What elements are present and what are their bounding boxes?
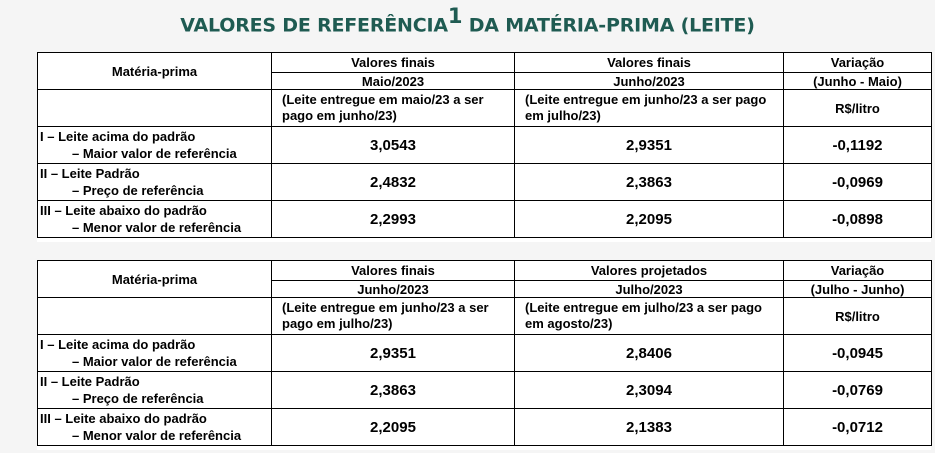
- table-row: [38, 335, 932, 372]
- variation-period: (Julho - Junho): [784, 281, 932, 298]
- row-label-line2: – Menor valor de referência: [72, 428, 242, 443]
- col1-note: (Leite entregue em maio/23 a ser pago em junho/23): [272, 90, 515, 127]
- value-col2: 2,2095: [515, 201, 784, 238]
- value-col1: 2,3863: [272, 372, 515, 409]
- empty-cell: [38, 90, 272, 127]
- value-col1: 2,4832: [272, 164, 515, 201]
- value-col2: 2,9351: [515, 127, 784, 164]
- col1-note: (Leite entregue em junho/23 a ser pago em julho/23): [272, 298, 515, 335]
- unit-label: R$/litro: [784, 298, 932, 335]
- col1-month: Junho/2023: [272, 281, 515, 298]
- table-row: [38, 164, 932, 201]
- value-variation: -0,0898: [784, 201, 932, 238]
- row-label: [38, 409, 272, 446]
- row-label: [38, 201, 272, 238]
- title-rest: DA MATÉRIA-PRIMA (LEITE): [462, 14, 755, 37]
- value-col1: 2,2993: [272, 201, 515, 238]
- materia-prima-header: Matéria-prima: [38, 53, 272, 90]
- value-variation: -0,0769: [784, 372, 932, 409]
- col2-header: Valores finais: [515, 53, 784, 73]
- table-row: [38, 127, 932, 164]
- col2-header: Valores projetados: [515, 261, 784, 281]
- table-row: [38, 372, 932, 409]
- value-variation: -0,0945: [784, 335, 932, 372]
- row-label-line2: – Menor valor de referência: [72, 220, 242, 235]
- row-label-line1: III – Leite abaixo do padrão: [40, 411, 207, 426]
- value-col2: 2,3094: [515, 372, 784, 409]
- col2-month: Julho/2023: [515, 281, 784, 298]
- row-label-line1: II – Leite Padrão: [40, 374, 140, 389]
- row-label-line2: – Maior valor de referência: [72, 354, 237, 369]
- row-label: [38, 164, 272, 201]
- row-label-line1: I – Leite acima do padrão: [40, 129, 196, 144]
- value-col1: 2,9351: [272, 335, 515, 372]
- variation-period: (Junho - Maio): [784, 73, 932, 90]
- value-variation: -0,0969: [784, 164, 932, 201]
- col1-month: Maio/2023: [272, 73, 515, 90]
- variation-header: Variação: [784, 53, 932, 73]
- value-col2: 2,8406: [515, 335, 784, 372]
- reference-table-2: [37, 260, 932, 446]
- col1-header: Valores finais: [272, 53, 515, 73]
- row-label: [38, 372, 272, 409]
- unit-label: R$/litro: [784, 90, 932, 127]
- title-footnote-marker: 1: [447, 4, 463, 28]
- page-title: [0, 2, 935, 40]
- reference-table-panel-2: [37, 260, 931, 450]
- row-label-line2: – Preço de referência: [72, 391, 204, 406]
- value-variation: -0,1192: [784, 127, 932, 164]
- row-label: [38, 127, 272, 164]
- value-col2: 2,3863: [515, 164, 784, 201]
- value-col1: 2,2095: [272, 409, 515, 446]
- row-label: [38, 335, 272, 372]
- row-label-line1: I – Leite acima do padrão: [40, 337, 196, 352]
- value-col2: 2,1383: [515, 409, 784, 446]
- row-label-line2: – Maior valor de referência: [72, 146, 237, 161]
- table-row: [38, 201, 932, 238]
- reference-table-1: [37, 52, 932, 238]
- reference-table-panel-1: [37, 52, 931, 242]
- empty-cell: [38, 298, 272, 335]
- col2-note: (Leite entregue em julho/23 a ser pago em agosto/23): [515, 298, 784, 335]
- row-label-line1: III – Leite abaixo do padrão: [40, 203, 207, 218]
- materia-prima-header: Matéria-prima: [38, 261, 272, 298]
- title-main: VALORES DE REFERÊNCIA: [180, 14, 448, 37]
- col1-header: Valores finais: [272, 261, 515, 281]
- col2-note: (Leite entregue em junho/23 a ser pago em julho/23): [515, 90, 784, 127]
- col2-month: Junho/2023: [515, 73, 784, 90]
- variation-header: Variação: [784, 261, 932, 281]
- value-variation: -0,0712: [784, 409, 932, 446]
- row-label-line2: – Preço de referência: [72, 183, 204, 198]
- row-label-line1: II – Leite Padrão: [40, 166, 140, 181]
- table-row: [38, 409, 932, 446]
- value-col1: 3,0543: [272, 127, 515, 164]
